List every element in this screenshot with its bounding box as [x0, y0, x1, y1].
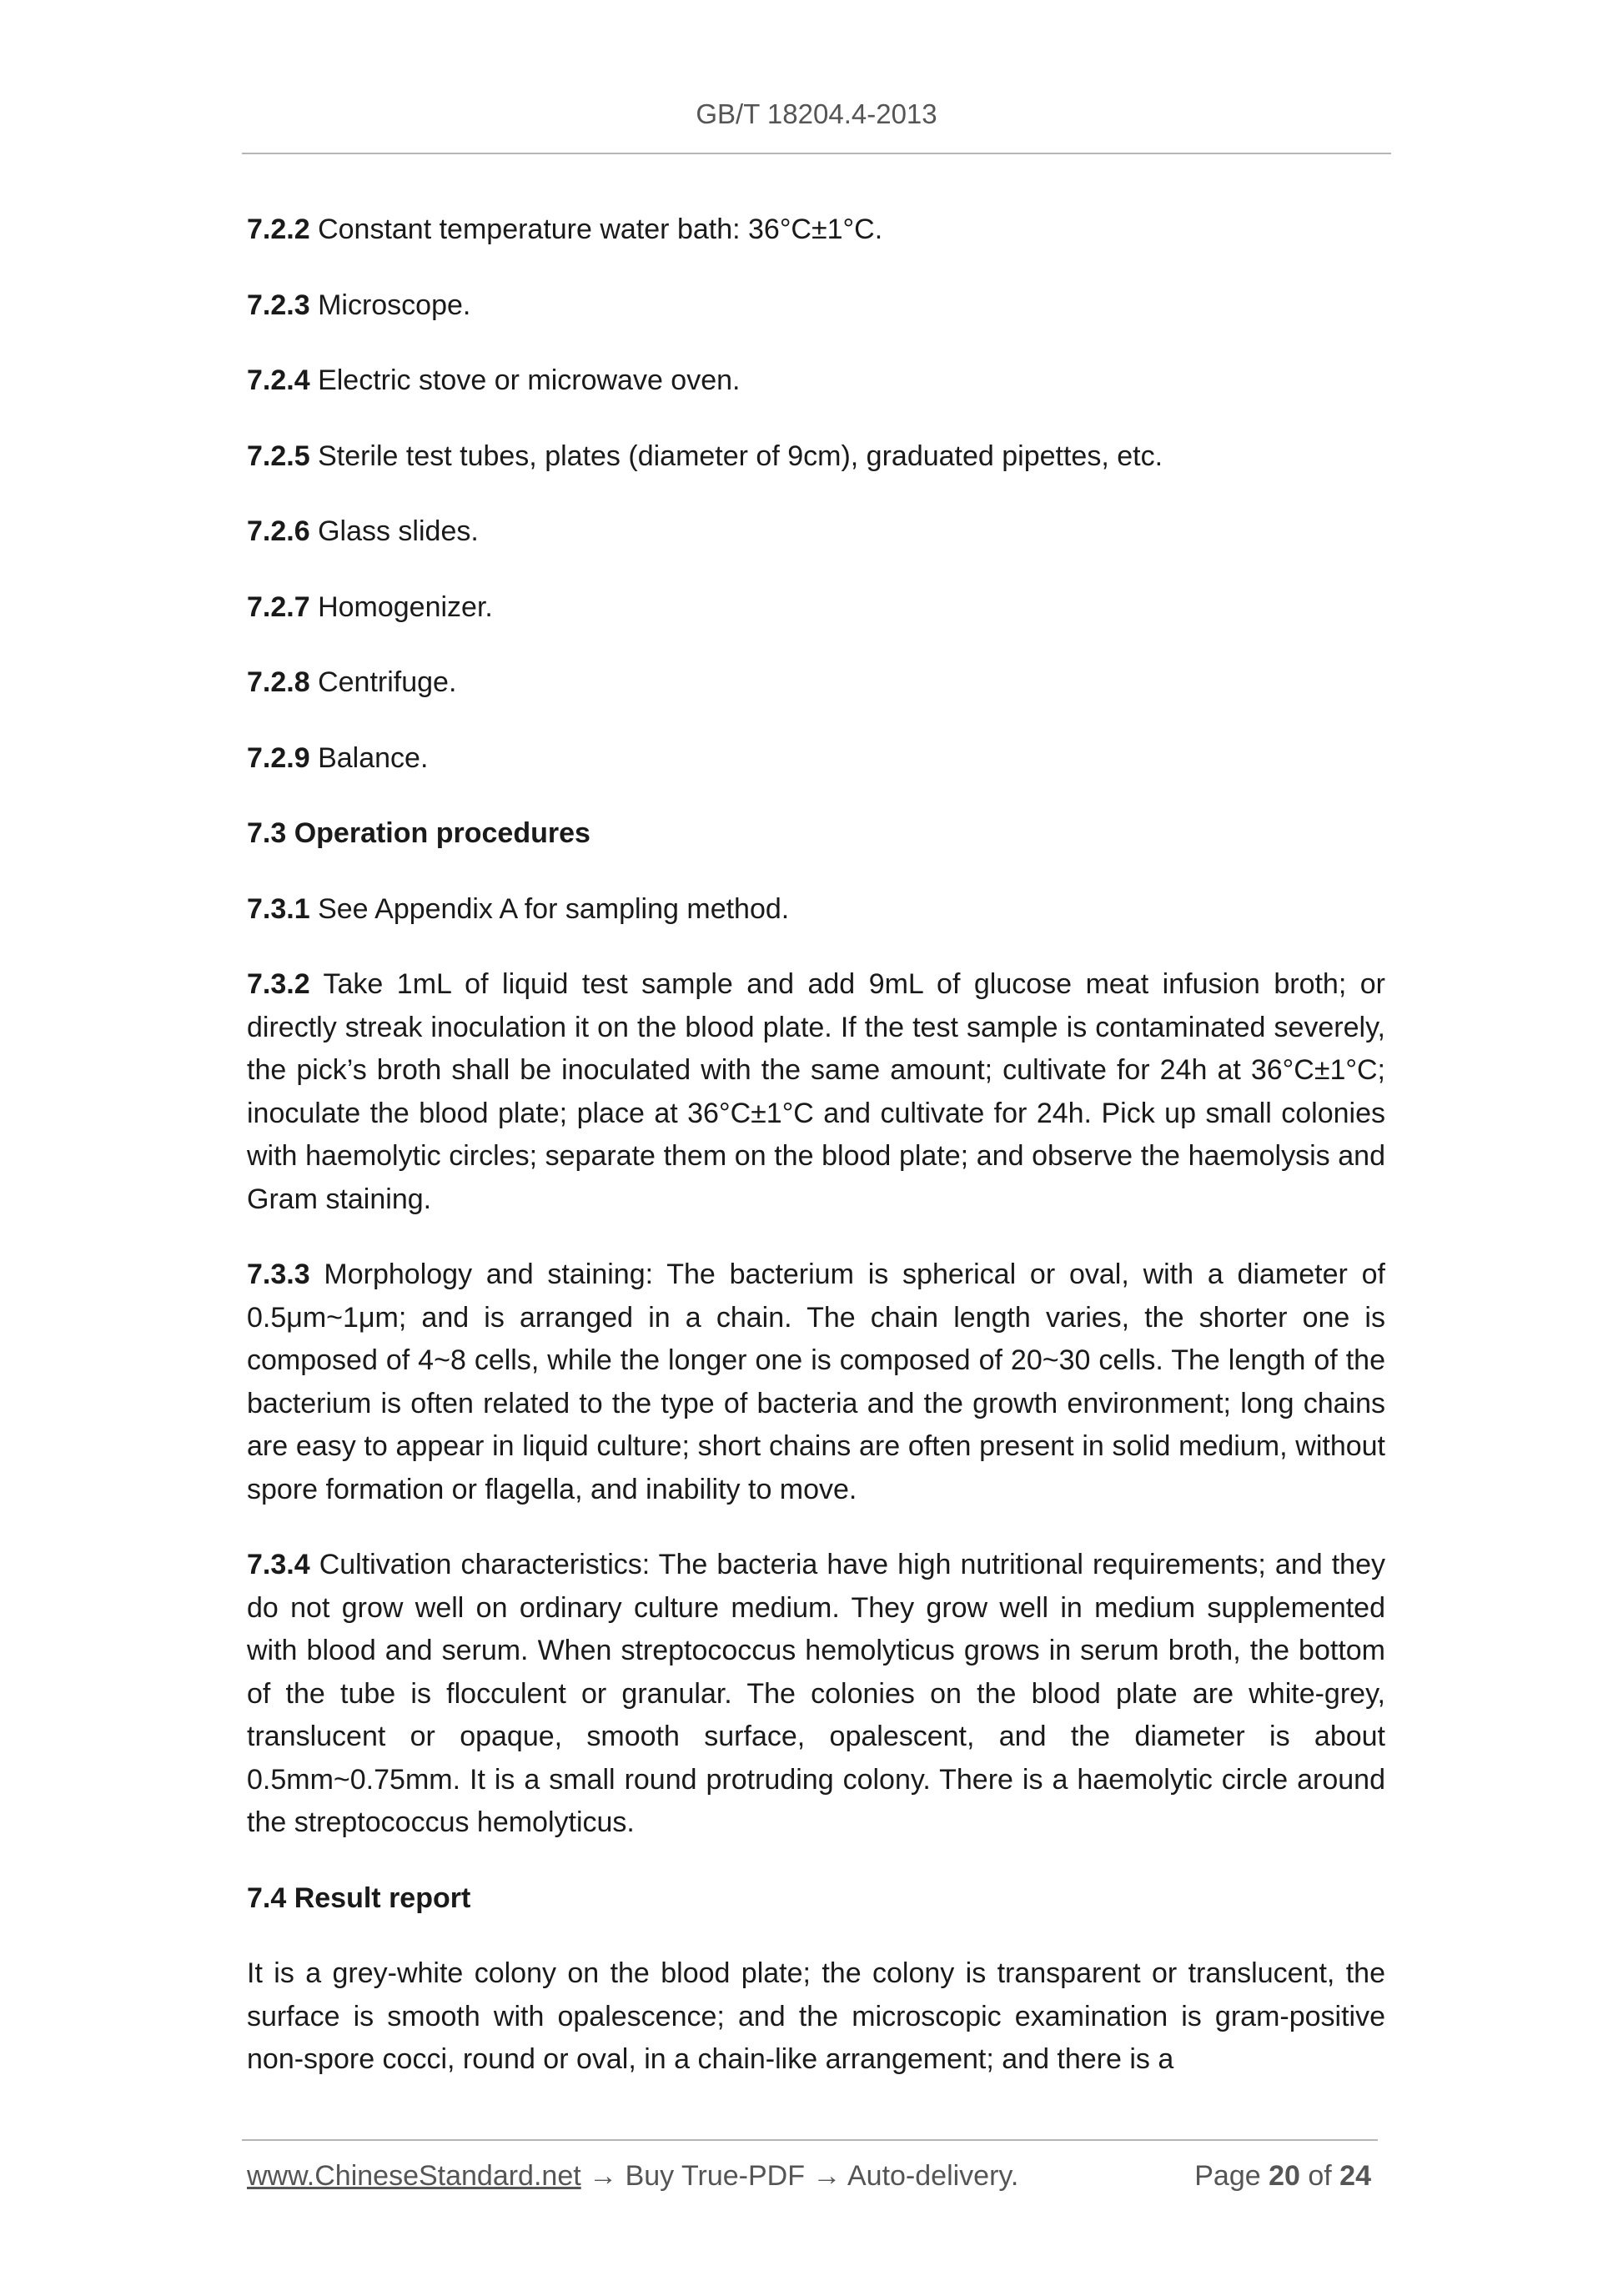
- item-text: Electric stove or microwave oven.: [309, 364, 741, 396]
- paragraph-result-report: It is a grey-white colony on the blood plate; the colony is transparent or translucent, the surface is smooth with opalescence; and the microscopic examination is gram-positive non-spore cocci, round or oval, in a chain-like arrangement; and there is a: [247, 1957, 1385, 2075]
- page-header: GB/T 18204.4-2013: [696, 98, 937, 129]
- page-footer: [247, 2160, 1378, 2197]
- list-item-7-2-7: [247, 586, 1385, 630]
- paragraph-7-3-4: [247, 1544, 1385, 1845]
- paragraph-number: 7.3.3: [247, 1259, 310, 1290]
- paragraph-7-3-2: [247, 963, 1385, 1221]
- list-item-7-2-2: [247, 208, 1385, 252]
- page-total: 24: [1339, 2160, 1371, 2192]
- paragraph-text: Cultivation characteristics: The bacteria have high nutritional requirements; and they do not grow well on ordinary culture medium. They grow well in medium supplemented with blood and serum. When streptococcus hemolyticus grows in serum broth, the bottom of the tube is flocculent or granular. The colonies on the blood plate are white-grey, translucent or opaque, smooth surface, opalescent, and the diameter is about 0.5mm~0.75mm. It is a small round protruding colony. There is a haemolytic circle around the streptococcus hemolyticus.: [247, 1549, 1385, 1838]
- item-text: Balance.: [309, 741, 429, 774]
- list-item-7-2-4: [247, 359, 1385, 403]
- list-item-7-2-5: [247, 435, 1385, 479]
- item-number: 7.2.2: [247, 214, 310, 245]
- section-heading-7-3: 7.3 Operation procedures: [247, 817, 590, 849]
- footer-tagline: → Buy True-PDF → Auto-delivery.: [580, 2160, 1019, 2192]
- paragraph-text: See Appendix A for sampling method.: [309, 892, 790, 925]
- list-item-7-2-9: [247, 737, 1385, 781]
- footer-promo: [247, 2160, 1018, 2193]
- list-item-7-2-8: [247, 661, 1385, 705]
- paragraph-text: Morphology and staining: The bacterium is spherical or oval, with a diameter of 0.5μm~1μm; and is arranged in a chain. The chain length varies, the shorter one is composed of 4~8 cells, while the longer one is composed of 20~30 cells. The length of the bacterium is often related to the type of bacteria and the growth environment; long chains are easy to appear in liquid culture; short chains are often present in solid medium, without spore formation or flagella, and inability to move.: [247, 1259, 1385, 1505]
- item-text: Constant temperature water bath: 36°C±1°C.: [309, 214, 883, 245]
- section-heading-7-4: 7.4 Result report: [247, 1882, 471, 1914]
- item-number: 7.2.7: [247, 590, 310, 623]
- item-number: 7.2.4: [247, 364, 310, 396]
- item-number: 7.2.5: [247, 440, 310, 472]
- of-label: of: [1299, 2160, 1340, 2192]
- header-divider: [242, 153, 1391, 154]
- paragraph-7-3-3: [247, 1254, 1385, 1511]
- item-text: Homogenizer.: [309, 590, 493, 623]
- page-number: 20: [1269, 2160, 1300, 2192]
- document-body: [247, 208, 1385, 2114]
- list-item-7-2-3: [247, 284, 1385, 328]
- item-text: Glass slides.: [309, 515, 479, 547]
- item-text: Microscope.: [309, 289, 471, 321]
- item-text: Centrifuge.: [309, 666, 457, 698]
- footer-divider: [242, 2139, 1378, 2141]
- item-text: Sterile test tubes, plates (diameter of 9cm), graduated pipettes, etc.: [309, 440, 1163, 472]
- item-number: 7.2.8: [247, 666, 310, 698]
- item-number: 7.2.9: [247, 741, 310, 774]
- item-number: 7.2.6: [247, 515, 310, 547]
- paragraph-number: 7.3.1: [247, 892, 310, 925]
- paragraph-7-3-1: [247, 888, 1385, 932]
- item-number: 7.2.3: [247, 289, 310, 321]
- website-link[interactable]: www.ChineseStandard.net: [247, 2160, 581, 2192]
- paragraph-number: 7.3.4: [247, 1549, 310, 1580]
- page-label: Page: [1194, 2160, 1269, 2192]
- paragraph-number: 7.3.2: [247, 968, 310, 1000]
- page-indicator: [1194, 2160, 1371, 2193]
- paragraph-text: Take 1mL of liquid test sample and add 9mL of glucose meat infusion broth; or directly streak inoculation it on the blood plate. If the test sample is contaminated severely, the pick’s broth shall be inoculated with the same amount; cultivate for 24h at 36°C±1°C; inoculate the blood plate; place at 36°C±1°C and cultivate for 24h. Pick up small colonies with haemolytic circles; separate them on the blood plate; and observe the haemolysis and Gram staining.: [247, 968, 1385, 1215]
- list-item-7-2-6: [247, 510, 1385, 554]
